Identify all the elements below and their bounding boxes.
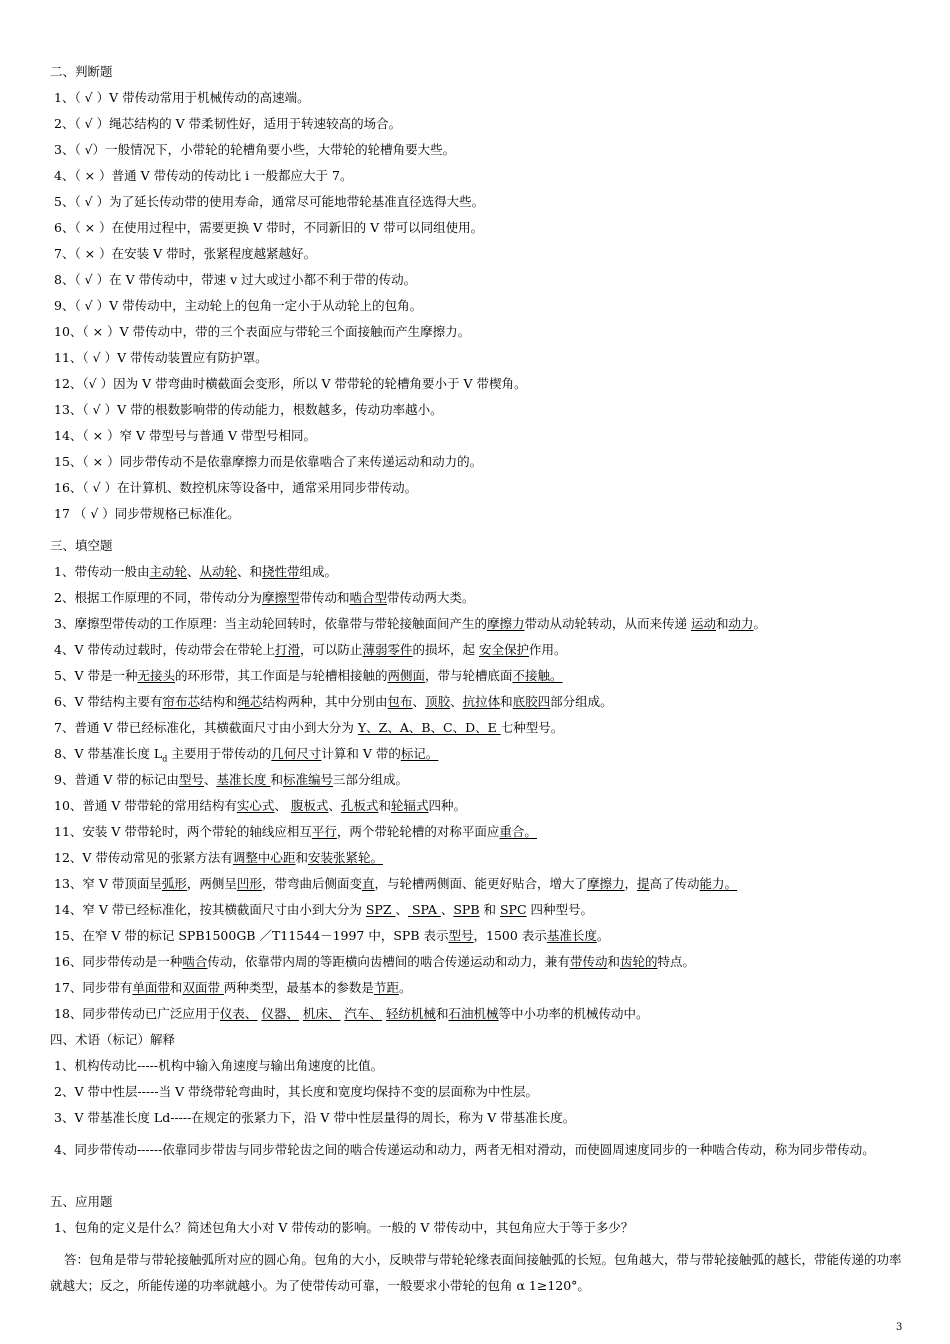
- judge-item-13: 13、（ √ ）V 带的根数影响带的传动能力，根数越多，传动功率越小。: [54, 402, 443, 417]
- judge-item-17: 17 （ √ ）同步带规格已标准化。: [54, 506, 240, 521]
- section-title-judge: 二、判断题: [50, 64, 113, 79]
- judge-item-16: 16、（ √ ）在计算机、数控机床等设备中，通常采用同步带传动。: [54, 480, 418, 495]
- answer-1: 答：包角是带与带轮接触弧所对应的圆心角。包角的大小，反映带与带轮轮缘表面间接触弧的长短。包角越大，带与带轮接触弧的越长，带能传递的功率就越大；反之，所能传递的功率就越小。为了使带传动可靠，一般要求小带轮的包角 α 1≥120°。: [50, 1252, 902, 1293]
- judge-item-8: 8、（ √ ）在 V 带传动中，带速 v 过大或过小都不利于带的传动。: [54, 272, 417, 287]
- fill-item-1: 1、带传动一般由主动轮、从动轮、和挠性带组成。: [54, 564, 338, 579]
- judge-item-15: 15、（ × ）同步带传动不是依靠摩擦力而是依靠啮合了来传递运动和动力的。: [54, 454, 483, 469]
- judge-item-11: 11、（ √ ）V 带传动装置应有防护罩。: [54, 350, 268, 365]
- term-item-1: 1、机构传动比-----机构中输入角速度与输出角速度的比值。: [54, 1058, 384, 1073]
- fill-item-12: 12、V 带传动常见的张紧方法有调整中心距和安装张紧轮。: [54, 850, 383, 865]
- judge-item-10: 10、（ × ）V 带传动中，带的三个表面应与带轮三个面接触而产生摩擦力。: [54, 324, 471, 339]
- fill-item-6: 6、V 带结构主要有帘布芯结构和绳芯结构两种，其中分别由包布、顶胶、抗拉体和底胶四部分组成。: [54, 694, 613, 709]
- term-item-2: 2、V 带中性层-----当 V 带绕带轮弯曲时，其长度和宽度均保持不变的层面称为中性层。: [54, 1084, 539, 1099]
- judge-item-5: 5、（ √ ）为了延长传动带的使用寿命，通常尽可能地带轮基准直径选得大些。: [54, 194, 485, 209]
- fill-item-3: 3、摩擦型带传动的工作原理：当主动轮回转时，依靠带与带轮接触面间产生的摩擦力带动从动轮转动，从而来传递 运动和动力。: [54, 616, 767, 631]
- fill-item-7: 7、普通 V 带已经标准化，其横截面尺寸由小到大分为 Y、Z、A、B、C、D、E 七种型号。: [54, 720, 564, 735]
- judge-item-12: 12、（√ ）因为 V 带弯曲时横截面会变形，所以 V 带带轮的轮槽角要小于 V 带楔角。: [54, 376, 527, 391]
- fill-item-18: 18、同步带传动已广泛应用于仪表、 仪器、 机床、 汽车、 轻纺机械和石油机械等中小功率的机械传动中。: [54, 1006, 649, 1021]
- judge-item-3: 3、（ √）一般情况下，小带轮的轮槽角要小些，大带轮的轮槽角要大些。: [54, 142, 456, 157]
- judge-item-4: 4、（ × ）普通 V 带传动的传动比 i 一般都应大于 7。: [54, 168, 353, 183]
- judge-item-14: 14、（ × ）窄 V 带型号与普通 V 带型号相同。: [54, 428, 317, 443]
- fill-item-8: 8、V 带基准长度 $L_d$ 主要用于带传动的几何尺寸计算和 V 带的标记。: [54, 746, 439, 764]
- fill-item-9: 9、普通 V 带的标记由型号、基准长度 和标准编号三部分组成。: [54, 772, 408, 787]
- judge-item-1: 1、（ √ ）V 带传动常用于机械传动的高速端。: [54, 90, 310, 105]
- page-number: 3: [896, 1322, 903, 1333]
- section-title-fill: 三、填空题: [50, 538, 113, 553]
- judge-item-9: 9、（ √ ）V 带传动中，主动轮上的包角一定小于从动轮上的包角。: [54, 298, 423, 313]
- fill-item-14: 14、窄 V 带已经标准化，按其横截面尺寸由小到大分为 SPZ 、 SPA 、SPB 和 SPC 四种型号。: [54, 902, 593, 917]
- fill-item-17: 17、同步带有单面带和双面带 两种类型，最基本的参数是节距。: [54, 980, 412, 995]
- section-title-application: 五、应用题: [50, 1194, 113, 1209]
- fill-item-2: 2、根据工作原理的不同，带传动分为摩擦型带传动和啮合型带传动两大类。: [54, 590, 475, 605]
- fill-item-10: 10、普通 V 带带轮的常用结构有实心式、 腹板式、孔板式和轮辐式四种。: [54, 798, 466, 813]
- fill-item-5: 5、V 带是一种无接头的环形带，其工作面是与轮槽相接触的两侧面，带与轮槽底面不接触。: [54, 668, 563, 683]
- fill-item-13: 13、窄 V 带顶面呈弧形，两侧呈凹形，带弯曲后侧面变直，与轮槽两侧面、能更好贴合，增大了摩擦力，提高了传动能力。: [54, 876, 738, 891]
- judge-item-6: 6、（ × ）在使用过程中，需要更换 V 带时，不同新旧的 V 带可以同组使用。: [54, 220, 484, 235]
- judge-item-2: 2、（ √ ）绳芯结构的 V 带柔韧性好，适用于转速较高的场合。: [54, 116, 402, 131]
- section-title-terms: 四、术语（标记）解释: [50, 1032, 176, 1047]
- term-item-3: 3、V 带基准长度 Ld-----在规定的张紧力下，沿 V 带中性层量得的周长，称为 V 带基准长度。: [54, 1110, 576, 1125]
- term-item-4: 4、同步带传动------依靠同步带齿与同步带轮齿之间的啮合传递运动和动力，两者无相对滑动，而使圆周速度同步的一种啮合传动，称为同步带传动。: [54, 1142, 875, 1157]
- fill-item-4: 4、V 带传动过载时，传动带会在带轮上打滑，可以防止薄弱零件的损坏，起 安全保护作用。: [54, 642, 567, 657]
- judge-item-7: 7、（ × ）在安装 V 带时，张紧程度越紧越好。: [54, 246, 317, 261]
- fill-item-16: 16、同步带传动是一种啮合传动，依靠带内周的等距横向齿槽间的啮合传递运动和动力，兼有带传动和齿轮的特点。: [54, 954, 695, 969]
- fill-item-11: 11、安装 V 带带轮时，两个带轮的轴线应相互平行，两个带轮轮槽的对称平面应重合。: [54, 824, 537, 839]
- question-1: 1、包角的定义是什么？简述包角大小对 V 带传动的影响。一般的 V 带传动中，其包角应大于等于多少？: [54, 1220, 634, 1235]
- fill-item-15: 15、在窄 V 带的标记 SPB1500GB ／T11544－1997 中，SPB 表示型号，1500 表示基准长度。: [54, 928, 610, 943]
